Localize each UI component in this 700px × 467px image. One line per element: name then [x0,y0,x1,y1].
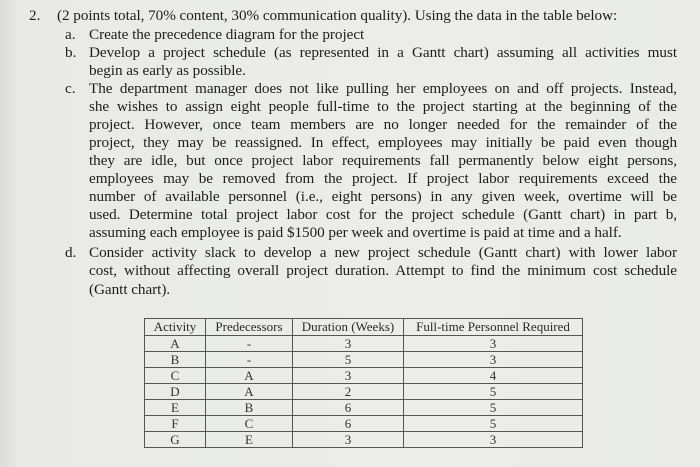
part-c-line-1: The department manager does not like pulling her employees on and off projects. Instead, [89,80,677,97]
cell-duration: 3 [293,368,404,384]
part-c-line-4: project, they may be reassigned. In effect, employees may initially be paid even though [89,134,677,151]
part-c-line-8: used. Determine total project labor cost for the project schedule (Gantt chart) in part b, [89,206,677,223]
header-predecessors: Predecessors [206,319,293,336]
cell-predecessors: A [206,384,293,400]
part-a-line-1: Create the precedence diagram for the project [89,26,365,43]
part-c-line-5: they are idle, but once project labor requirements fall permanently below eight persons, [89,152,677,169]
part-c-line-6: employees may be removed from the project. If project labor requirements exceed the [89,170,677,187]
cell-personnel: 3 [404,336,583,352]
part-d-line-3: (Gantt chart). [89,281,171,298]
part-c-line-7: number of available personnel (i.e., eight persons) in any given week, overtime will be [89,188,677,205]
cell-duration: 2 [293,384,404,400]
header-duration: Duration (Weeks) [293,319,404,336]
part-b-marker: b. [65,44,77,61]
cell-personnel: 3 [404,432,583,448]
table-row [145,336,583,352]
cell-personnel: 3 [404,352,583,368]
cell-activity: G [145,432,206,448]
cell-predecessors: B [206,400,293,416]
cell-activity: C [145,368,206,384]
cell-personnel: 5 [404,384,583,400]
table-row [145,416,583,432]
cell-activity: E [145,400,206,416]
table-row [145,368,583,384]
cell-activity: D [145,384,206,400]
cell-predecessors: E [206,432,293,448]
cell-duration: 3 [293,432,404,448]
header-personnel: Full-time Personnel Required [404,319,583,336]
part-c-line-9: assuming each employee is paid $1500 per week and overtime is paid at time and a half. [89,224,622,241]
cell-duration: 6 [293,400,404,416]
cell-personnel: 5 [404,400,583,416]
part-b-line-2: begin as early as possible. [89,62,246,79]
part-b-line-1: Develop a project schedule (as represented in a Gantt chart) assuming all activities must [89,44,677,61]
cell-predecessors: - [206,336,293,352]
cell-activity: F [145,416,206,432]
table-row [145,432,583,448]
cell-duration: 3 [293,336,404,352]
cell-activity: B [145,352,206,368]
cell-personnel: 5 [404,416,583,432]
table-row [145,384,583,400]
part-a-marker: a. [65,26,76,43]
table-header-row [145,319,583,336]
part-d-marker: d. [65,244,77,261]
cell-duration: 6 [293,416,404,432]
question-number: 2. [29,7,41,24]
cell-predecessors: C [206,416,293,432]
cell-predecessors: - [206,352,293,368]
cell-personnel: 4 [404,368,583,384]
cell-activity: A [145,336,206,352]
activity-table [144,318,583,448]
part-c-line-2: she wishes to assign eight people full-time to the project starting at the beginning of the [89,98,677,115]
part-c-line-3: project. However, once team members are no longer needed for the remainder of the [89,116,677,133]
cell-predecessors: A [206,368,293,384]
cell-duration: 5 [293,352,404,368]
question-header: (2 points total, 70% content, 30% communication quality). Using the data in the table below: [57,7,618,24]
part-d-line-1: Consider activity slack to develop a new project schedule (Gantt chart) with lower labor [89,244,677,261]
part-c-marker: c. [65,80,76,97]
part-d-line-2: cost, without affecting overall project duration. Attempt to find the minimum cost schedule [89,262,677,279]
table-row [145,352,583,368]
table-row [145,400,583,416]
header-activity: Activity [145,319,206,336]
